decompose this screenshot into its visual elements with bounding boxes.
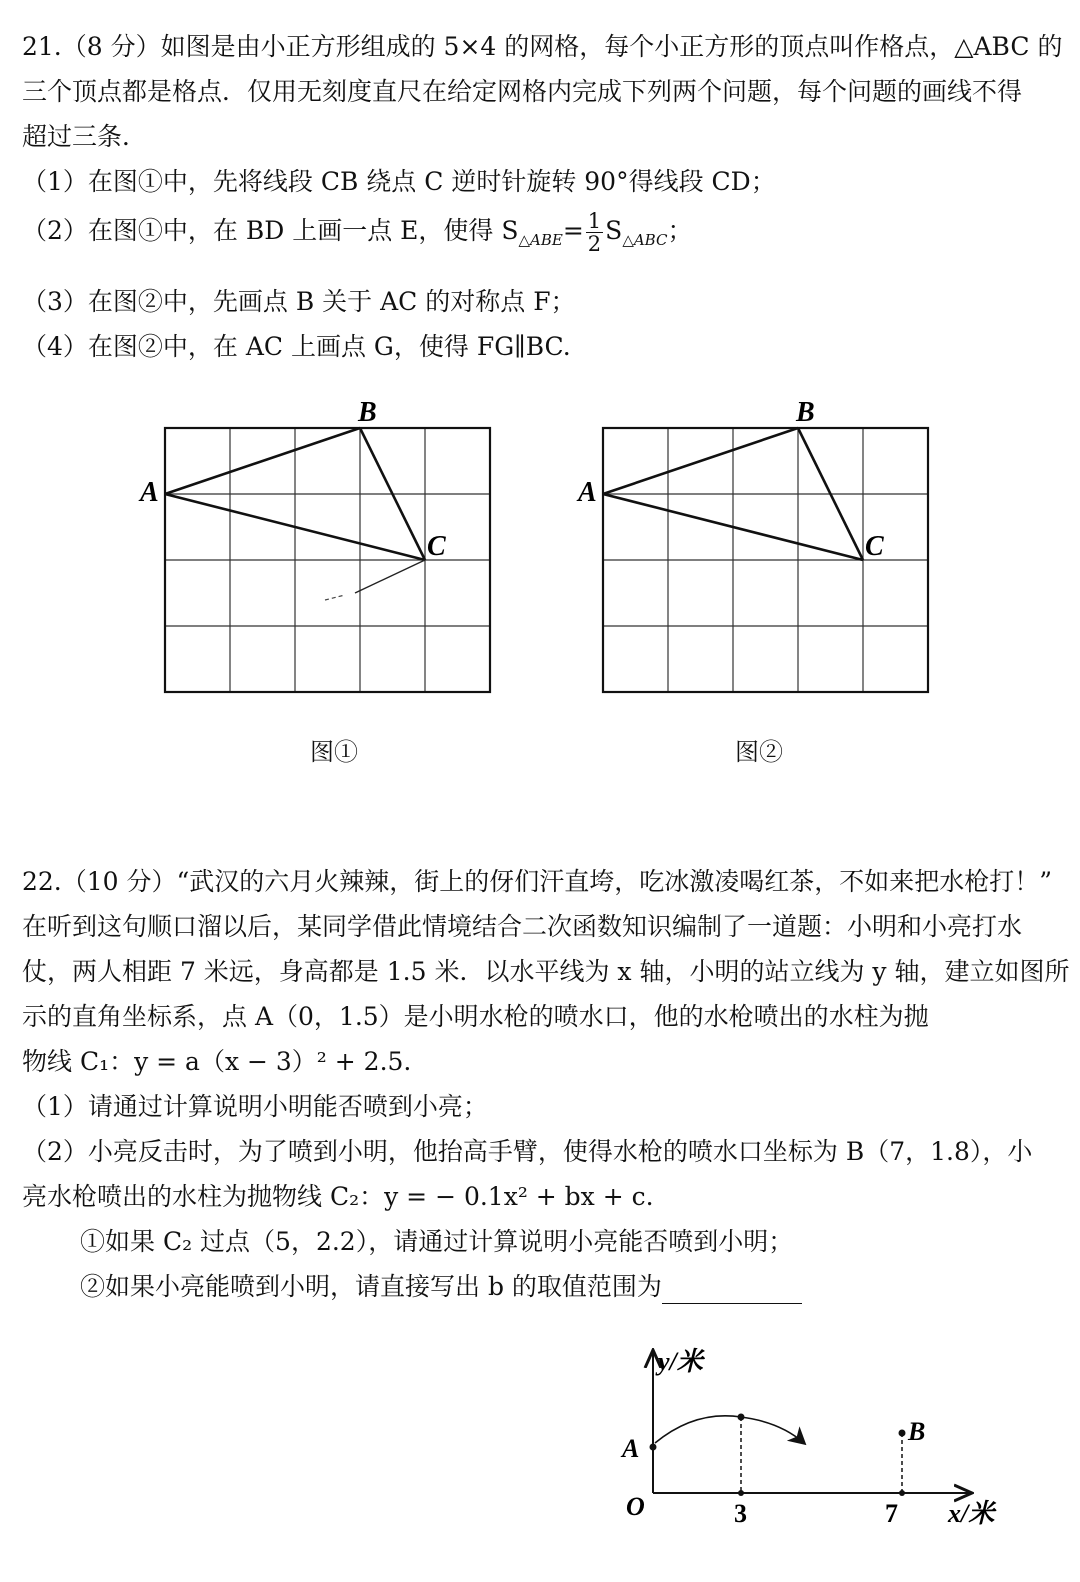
q22-part-1: （1）请通过计算说明小明能否喷到小亮； — [22, 1092, 488, 1121]
label-c: C — [865, 531, 884, 562]
label-a: A — [578, 477, 597, 508]
q21-part-2: （2）在图①中，在 BD 上画一点 E，使得 $S_{\triangle ABE}=$ $\frac{1}{2}$ $S_{\triangle ABC}$； — [22, 209, 693, 256]
figure-1-caption: 图① — [310, 738, 358, 766]
figure-2-caption: 图② — [735, 738, 783, 766]
q22-line-4: 示的直角坐标系，点 A（0，1.5）是小明水枪的喷水口，他的水枪喷出的水柱为抛 — [22, 1002, 929, 1031]
q21-line-3: 超过三条． — [22, 122, 148, 151]
q22-line-1: 22.（10 分）“武汉的六月火辣辣，街上的伢们汗直垮，吃冰激凌喝红茶，不如来把水枪打！” — [22, 867, 1053, 896]
q21-part-3: （3）在图②中，先画点 B 关于 AC 的对称点 F； — [22, 287, 576, 316]
q21-line-1: 21.（8 分）如图是由小正方形组成的 5×4 的网格，每个小正方形的顶点叫作格点，△ABC 的 — [22, 32, 1063, 61]
answer-blank[interactable] — [662, 1279, 802, 1304]
tick-label-3: 3 — [734, 1499, 747, 1528]
q22-sub-1: ①如果 C₂ 过点（5，2.2），请通过计算说明小亮能否喷到小明； — [80, 1227, 794, 1256]
q21-part-4: （4）在图②中，在 AC 上画点 G，使得 FG∥BC. — [22, 332, 571, 361]
point-top-dot — [738, 1414, 745, 1421]
label-c: C — [427, 531, 446, 562]
figure-2-grid — [578, 395, 948, 705]
q22-sub-2: ②如果小亮能喷到小明，请直接写出 b 的取值范围为 — [80, 1270, 802, 1304]
tick-label-7: 7 — [885, 1499, 898, 1528]
parabola-c1 — [655, 1416, 804, 1443]
tick-7-dot — [899, 1490, 905, 1496]
point-b-dot — [899, 1430, 906, 1437]
pencil-dash — [325, 595, 345, 600]
point-a-label: A — [622, 1434, 640, 1463]
point-b-label: B — [908, 1417, 926, 1446]
coordinate-graph — [610, 1340, 1030, 1540]
q22-line-8: 亮水枪喷出的水柱为抛物线 C₂：y = − 0.1x² + bx + c. — [22, 1182, 654, 1211]
y-axis-label: y/米 — [658, 1347, 703, 1376]
figure-1-grid — [140, 395, 510, 705]
tick-3-dot — [738, 1490, 744, 1496]
q21-line-2: 三个顶点都是格点．仅用无刻度直尺在给定网格内完成下列两个问题，每个问题的画线不得 — [22, 77, 1023, 106]
label-b: B — [358, 397, 377, 428]
segment-ab — [603, 428, 798, 494]
label-b: B — [796, 397, 815, 428]
segment-ab — [165, 428, 360, 494]
pencil-mark — [355, 560, 425, 593]
x-axis-label: x/米 — [948, 1499, 995, 1528]
q21-part-1: （1）在图①中，先将线段 CB 绕点 C 逆时针旋转 90°得线段 CD； — [22, 167, 776, 196]
q22-line-3: 仗，两人相距 7 米远，身高都是 1.5 米．以水平线为 x 轴，小明的站立线为 y 轴，建立如图所 — [22, 957, 1070, 986]
q22-line-2: 在听到这句顺口溜以后，某同学借此情境结合二次函数知识编制了一道题：小明和小亮打水 — [22, 912, 1023, 941]
origin-label: O — [626, 1492, 645, 1521]
q22-part-2: （2）小亮反击时，为了喷到小明，他抬高手臂，使得水枪的喷水口坐标为 B（7，1.8），小 — [22, 1137, 1033, 1166]
point-a-dot — [650, 1444, 657, 1451]
label-a: A — [140, 477, 159, 508]
fraction-one-half: $\frac{1}{2}$ — [587, 209, 602, 256]
q22-line-5: 物线 C₁：y = a（x − 3）² + 2.5. — [22, 1047, 412, 1076]
